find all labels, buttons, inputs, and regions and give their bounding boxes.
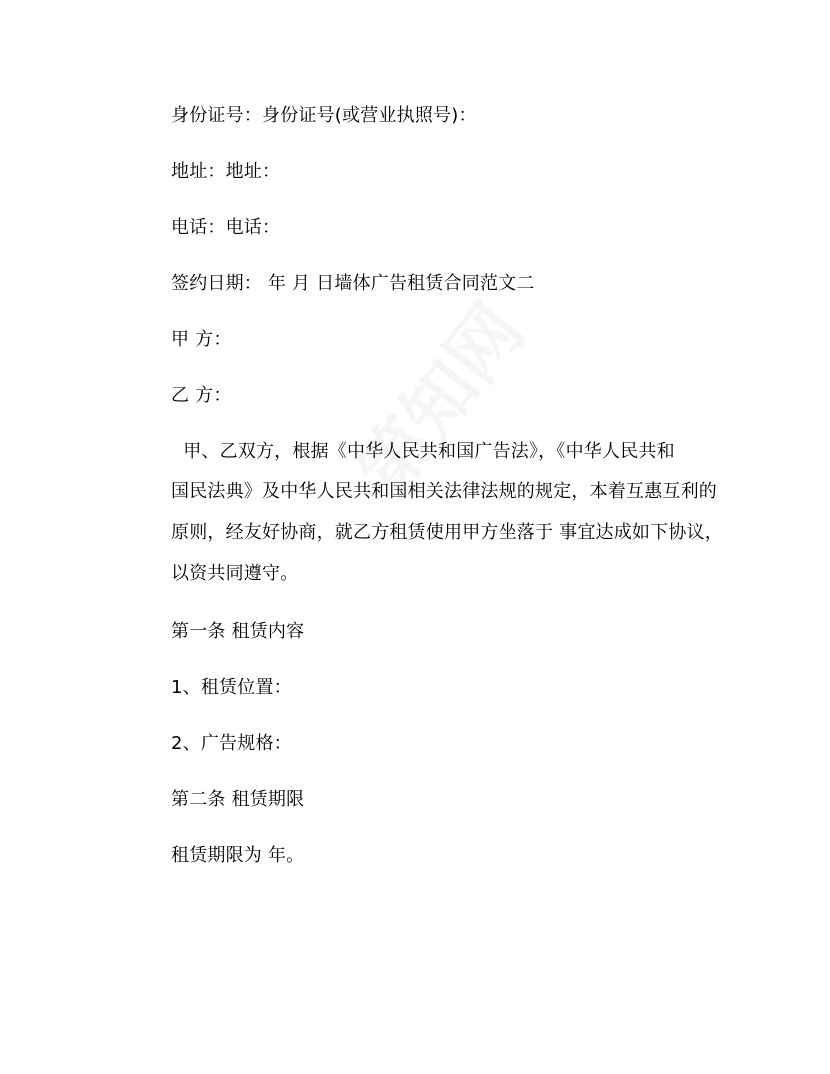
id-number-line: 身份证号：身份证号(或营业执照号)： xyxy=(171,105,477,126)
party-a-line: 甲 方： xyxy=(171,329,232,350)
item-1-location: 1、租赁位置： xyxy=(171,677,292,698)
signing-date-line: 签约日期： 年 月 日墙体广告租赁合同范文二 xyxy=(171,273,535,294)
article-1-title: 第一条 租赁内容 xyxy=(171,621,305,642)
article-2-title: 第二条 租赁期限 xyxy=(171,789,305,810)
phone-line: 电话：电话： xyxy=(171,217,281,238)
preamble-line-4: 以资共同遵守。 xyxy=(171,563,299,584)
preamble-line-3: 原则，经友好协商，就乙方租赁使用甲方坐落于 事宜达成如下协议， xyxy=(171,522,723,543)
party-b-line: 乙 方： xyxy=(171,385,232,406)
item-2-specification: 2、广告规格： xyxy=(171,733,292,754)
address-line: 地址：地址： xyxy=(171,161,281,182)
preamble-line-2: 国民法典》及中华人民共和国相关法律法规的规定，本着互惠互利的 xyxy=(171,481,717,502)
lease-term-line: 租赁期限为 年。 xyxy=(171,845,305,866)
preamble-line-1: 甲、乙双方，根据《中华人民共和国广告法》，《中华人民共和 xyxy=(165,441,675,462)
